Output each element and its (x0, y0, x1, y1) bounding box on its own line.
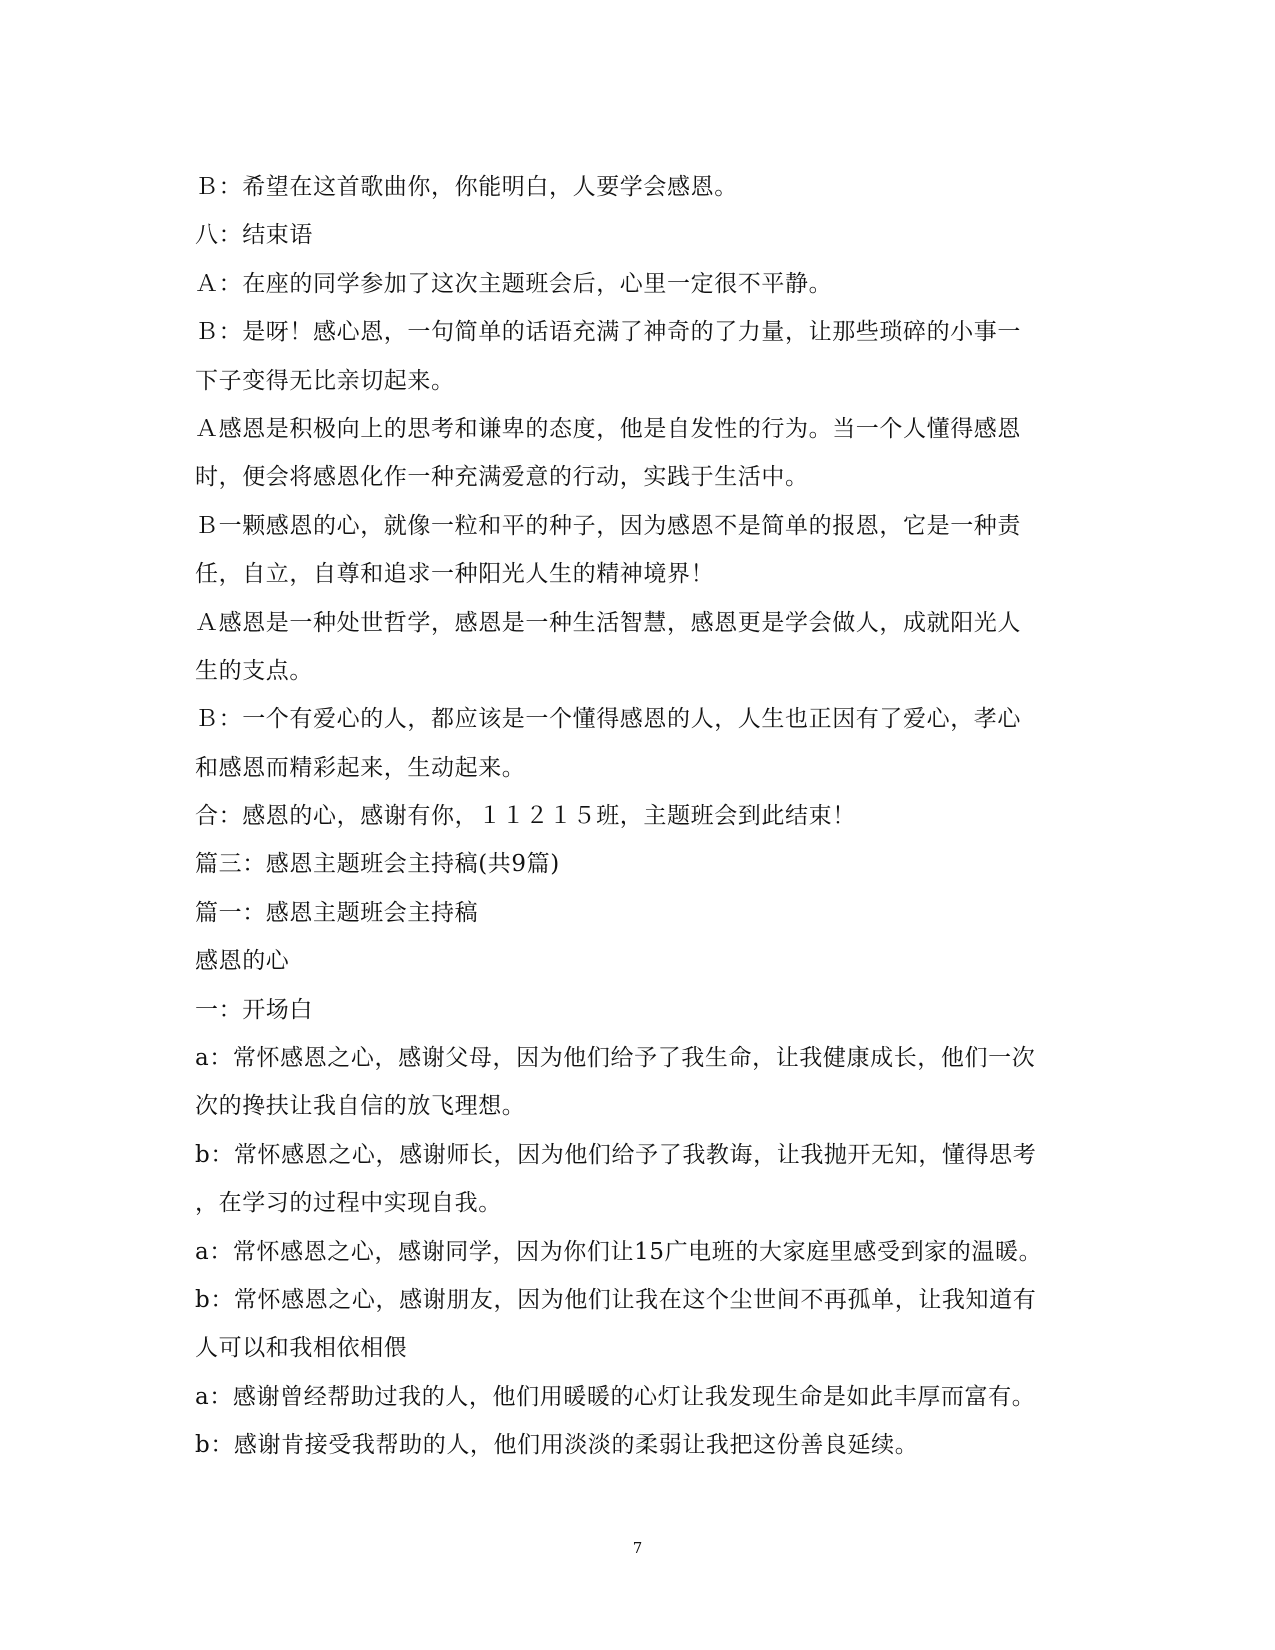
text-line: b：常怀感恩之心，感谢师长，因为他们给予了我教诲，让我抛开无知，懂得思考 (195, 1141, 1037, 1168)
document-body (195, 163, 1085, 1470)
section-heading: 八：结束语 (195, 222, 313, 249)
text-line: ，在学习的过程中实现自我。 (195, 1190, 502, 1217)
text-line: Ｂ一颗感恩的心，就像一粒和平的种子，因为感恩不是简单的报恩，它是一种责 (195, 512, 1021, 539)
text-line: b：常怀感恩之心，感谢朋友，因为他们让我在这个尘世间不再孤单，让我知道有 (195, 1286, 1037, 1313)
text-line: a：常怀感恩之心，感谢同学，因为你们让15广电班的大家庭里感受到家的温暖。 (195, 1238, 1043, 1265)
text-line: 和感恩而精彩起来，生动起来。 (195, 754, 526, 781)
section-heading: 篇一：感恩主题班会主持稿 (195, 899, 479, 926)
text-line: b：感谢肯接受我帮助的人，他们用淡淡的柔弱让我把这份善良延续。 (195, 1432, 919, 1459)
text-line: 生的支点。 (195, 657, 313, 684)
text-line: Ｂ：是呀！感心恩，一句简单的话语充满了神奇的了力量，让那些琐碎的小事一 (195, 319, 1021, 346)
text-line: a：感谢曾经帮助过我的人，他们用暖暖的心灯让我发现生命是如此丰厚而富有。 (195, 1383, 1036, 1410)
text-line: Ｂ：一个有爱心的人，都应该是一个懂得感恩的人，人生也正因有了爱心，孝心 (195, 706, 1021, 733)
text-line: Ａ感恩是一种处世哲学，感恩是一种生活智慧，感恩更是学会做人，成就阳光人 (195, 609, 1021, 636)
text-line: 合：感恩的心，感谢有你，１１２１５班，主题班会到此结束！ (195, 803, 856, 830)
section-heading: 一：开场白 (195, 996, 313, 1023)
text-line: 时，便会将感恩化作一种充满爱意的行动，实践于生活中。 (195, 464, 809, 491)
text-line: 人可以和我相依相偎 (195, 1335, 408, 1362)
text-line: 次的搀扶让我自信的放飞理想。 (195, 1093, 526, 1120)
text-line: 任，自立，自尊和追求一种阳光人生的精神境界！ (195, 561, 715, 588)
text-line: a：常怀感恩之心，感谢父母，因为他们给予了我生命，让我健康成长，他们一次 (195, 1045, 1036, 1072)
text-line: Ａ感恩是积极向上的思考和谦卑的态度，他是自发性的行为。当一个人懂得感恩 (195, 415, 1021, 442)
text-line: Ａ：在座的同学参加了这次主题班会后，心里一定很不平静。 (195, 270, 833, 297)
section-heading: 感恩的心 (195, 948, 290, 975)
text-line: Ｂ：希望在这首歌曲你，你能明白，人要学会感恩。 (195, 174, 738, 200)
text-line: 下子变得无比亲切起来。 (195, 367, 455, 394)
page-number: 7 (632, 1539, 643, 1557)
section-heading: 篇三：感恩主题班会主持稿(共9篇) (195, 851, 560, 878)
